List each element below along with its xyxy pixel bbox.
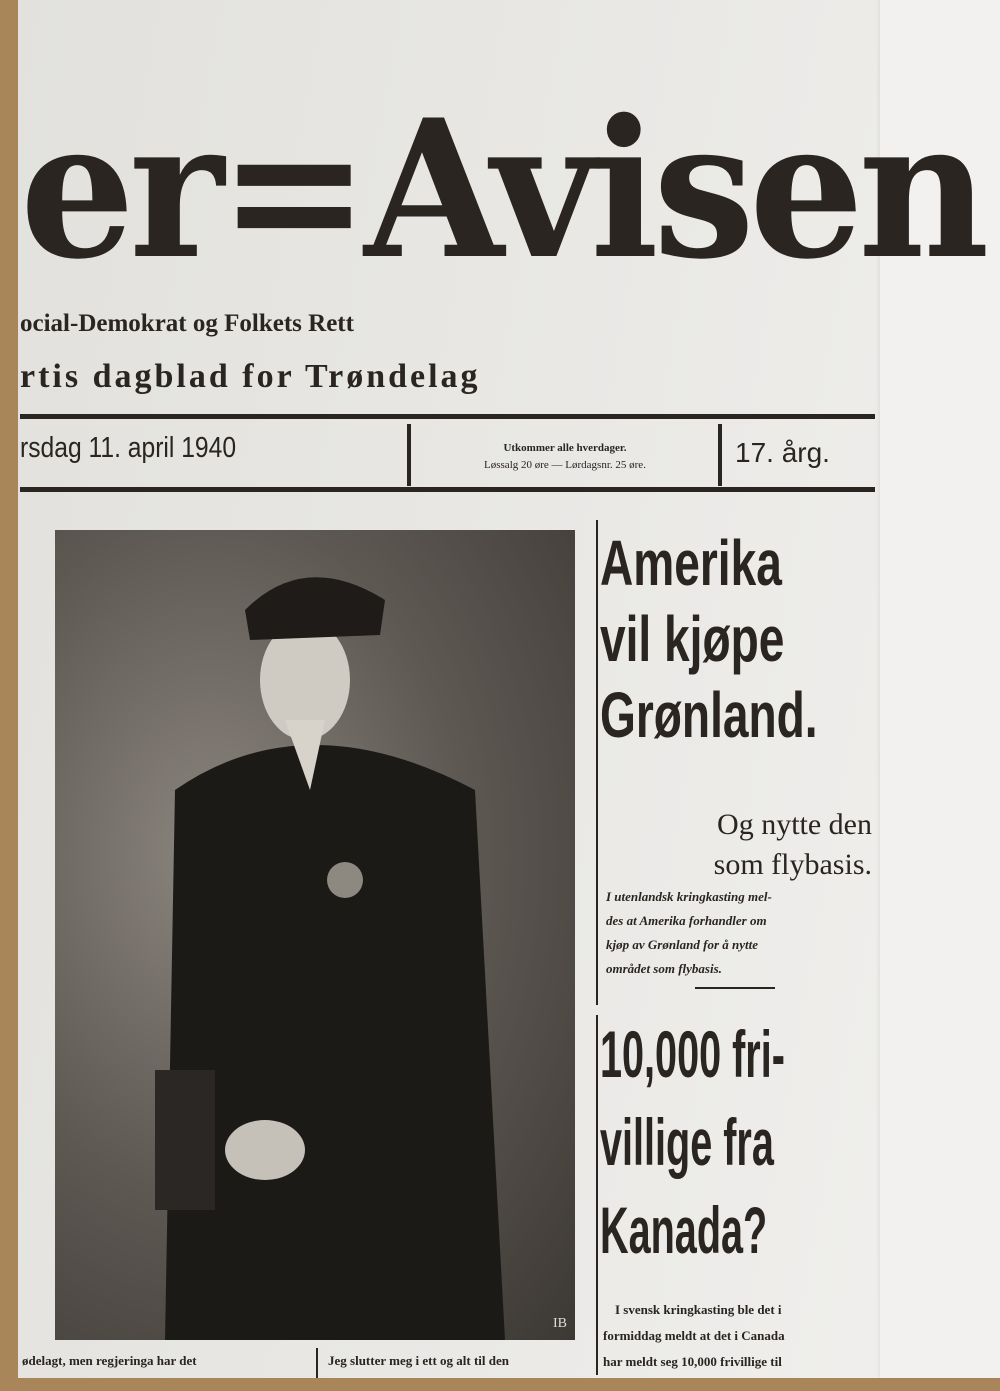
masthead-subtitle: ocial-Demokrat og Folkets Rett	[20, 310, 354, 337]
headline-line: 10,000 fri-	[600, 1017, 785, 1091]
headline-line: Grønland.	[600, 679, 818, 751]
headline-canada	[600, 1010, 785, 1274]
column-rule	[316, 1348, 318, 1378]
masthead-tagline: rtis dagblad for Trøndelag	[20, 358, 481, 395]
issue-info	[412, 440, 718, 474]
rule-top	[20, 414, 875, 419]
body-line: har meldt seg 10,000 frivillige til	[603, 1354, 782, 1369]
body-line: formiddag meldt at det i Canada	[603, 1328, 785, 1343]
masthead-title: er=Avisen	[20, 78, 984, 301]
headline-line: vil kjøpe	[600, 603, 785, 675]
headline-greenland	[600, 525, 818, 753]
body-line: kjøp av Grønland for å nytte	[606, 937, 759, 952]
body-line: I svensk kringkasting ble det i	[615, 1302, 782, 1317]
body-line: des at Amerika forhandler om	[606, 913, 767, 928]
story-body	[606, 885, 874, 981]
headline-line: Kanada?	[600, 1193, 768, 1267]
divider	[407, 424, 411, 486]
column-rule	[596, 520, 598, 1005]
photo-monogram: IB	[553, 1316, 567, 1331]
dek-line: Og nytte den	[717, 808, 872, 841]
info-line: Utkommer alle hverdager.	[503, 442, 627, 454]
bottom-column-text: ødelagt, men regjeringa har det	[22, 1353, 197, 1368]
subheadline	[602, 805, 872, 885]
story-body	[603, 1297, 785, 1375]
body-line: I utenlandsk kringkasting mel-	[606, 889, 772, 904]
headline-line: villige fra	[600, 1105, 774, 1179]
issue-date: rsdag 11. april 1940	[20, 432, 237, 464]
bottom-column-text: Jeg slutter meg i ett og alt til den	[328, 1353, 509, 1368]
dek-line: som flybasis.	[713, 848, 872, 881]
story-separator	[695, 987, 775, 989]
portrait-figure	[55, 530, 575, 1340]
volume: 17. årg.	[735, 437, 830, 468]
headline-line: Amerika	[600, 527, 782, 599]
column-rule	[596, 1015, 598, 1375]
info-line: Løssalg 20 øre — Lørdagsnr. 25 øre.	[484, 459, 646, 471]
divider	[718, 424, 722, 486]
rule-bottom	[20, 487, 875, 492]
body-line: området som flybasis.	[606, 961, 722, 976]
portrait-photo	[55, 530, 575, 1340]
